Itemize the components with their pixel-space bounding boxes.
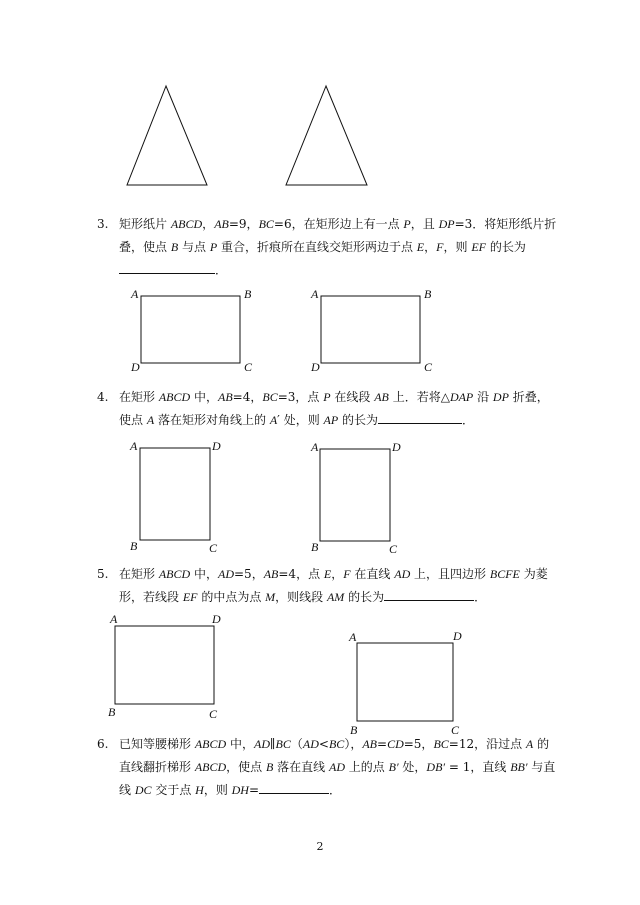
question-text: 已知等腰梯形 ABCD 中，AD∥BC（AD<BC），AB=CD=5，BC=12，沿过点 A 的直线翻折梯形 ABCD，使点 B 落在直线 AD 上的点 B′ 处，DB′ = 1，直线 BB′ 与直线 DC 交于点 H，则 DH= ． [119, 737, 556, 797]
math-symbol: AD [218, 567, 234, 581]
vertex-label: D [392, 440, 401, 454]
vertex-label: D [453, 629, 462, 643]
answer-blank [384, 586, 474, 601]
math-symbol: AD [394, 567, 411, 581]
math-symbol: DH [231, 783, 249, 797]
math-symbol: DB′ [426, 760, 446, 774]
math-symbol: ABCD [158, 567, 191, 581]
answer-blank [378, 409, 462, 424]
vertex-label: C [209, 541, 218, 555]
math-symbol: ABCD [194, 737, 227, 751]
math-symbol: E [416, 240, 425, 254]
math-symbol: P [403, 217, 411, 231]
math-symbol: F [343, 567, 351, 581]
vertex-label: C [209, 707, 218, 721]
math-symbol: B′ [388, 760, 399, 774]
question-text: 矩形纸片 ABCD，AB=9，BC=6，在矩形边上有一点 P，且 DP=3．将矩形纸片折叠，使点 B 与点 P 重合，折痕所在直线交矩形两边于点 E，F，则 EF 的长为． [119, 217, 557, 277]
vertex-label: C [424, 360, 433, 374]
vertex-label: A [349, 630, 357, 644]
math-symbol: DC [134, 783, 152, 797]
math-symbol: AB [218, 390, 233, 404]
vertex-label: D [131, 360, 140, 374]
vertex-label: B [130, 539, 138, 553]
math-symbol: EF [182, 590, 198, 604]
math-symbol: P [209, 240, 218, 254]
math-symbol: BC [433, 737, 449, 751]
question-5 [97, 563, 557, 609]
triangle-right [286, 86, 367, 185]
q4-rect-left [140, 448, 210, 540]
vertex-label: D [311, 360, 320, 374]
math-symbol: ABCD [170, 217, 203, 231]
question-number: 6. [97, 737, 109, 751]
math-symbol: BC [328, 737, 345, 751]
vertex-label: B [311, 540, 319, 554]
q5-rect-left [115, 626, 214, 704]
question-number: 4. [97, 390, 109, 404]
math-symbol: DAP [449, 390, 474, 404]
math-symbol: A [269, 413, 278, 427]
vertex-label: C [244, 360, 253, 374]
vertex-label: A [130, 439, 138, 453]
page-number: 2 [316, 840, 324, 853]
math-symbol: AD [328, 760, 345, 774]
vertex-label: A [311, 287, 319, 301]
math-symbol: AB [362, 737, 377, 751]
vertex-label: A [131, 287, 139, 301]
math-symbol: BC [275, 737, 291, 751]
math-symbol: B [170, 240, 179, 254]
math-symbol: F [436, 240, 444, 254]
question-number: 3. [97, 217, 109, 231]
vertex-label: B [350, 723, 358, 737]
math-symbol: ABCD [194, 760, 227, 774]
math-symbol: AP [323, 413, 339, 427]
math-symbol: H [195, 783, 204, 797]
question-6 [97, 733, 557, 802]
math-symbol: AD [302, 737, 319, 751]
math-symbol: EF [471, 240, 486, 254]
vertex-label: B [244, 287, 252, 301]
math-symbol: BCFE [489, 567, 520, 581]
vertex-label: B [108, 705, 116, 719]
vertex-label: C [389, 542, 398, 556]
math-symbol: BB′ [510, 760, 528, 774]
answer-blank [259, 779, 329, 794]
vertex-label: A [311, 440, 319, 454]
question-number: 5. [97, 567, 109, 581]
math-symbol: BC [262, 390, 278, 404]
vertex-label: C [451, 723, 460, 737]
vertex-label: D [212, 612, 221, 626]
math-symbol: BC [258, 217, 274, 231]
math-symbol: P [323, 390, 331, 404]
math-symbol: M [265, 590, 276, 604]
question-4 [97, 386, 557, 432]
math-symbol: DP [492, 390, 509, 404]
math-symbol: A [525, 737, 534, 751]
answer-blank [119, 259, 215, 274]
math-symbol: A [146, 413, 155, 427]
math-symbol: AB [263, 567, 279, 581]
question-text: 在矩形 ABCD 中，AB=4，BC=3，点 P 在线段 AB 上．若将△DAP 沿 DP 折叠，使点 A 落在矩形对角线上的 A′ 处，则 AP 的长为 ． [119, 390, 549, 427]
math-symbol: AD [254, 737, 270, 751]
q3-rect-left [141, 296, 240, 363]
math-symbol: E [323, 567, 332, 581]
math-symbol: CD [387, 737, 404, 751]
math-symbol: DP [438, 217, 455, 231]
math-symbol: AB [214, 217, 229, 231]
q4-rect-right [320, 449, 390, 541]
question-3 [97, 213, 557, 282]
vertex-label: A [110, 612, 118, 626]
math-symbol: B [266, 760, 274, 774]
q5-rect-right [357, 643, 453, 721]
math-symbol: AB [374, 390, 389, 404]
triangle-left [127, 86, 207, 185]
q3-rect-right [321, 296, 420, 363]
vertex-label: D [212, 439, 221, 453]
math-symbol: ABCD [158, 390, 191, 404]
vertex-label: B [424, 287, 432, 301]
question-text: 在矩形 ABCD 中，AD=5，AB=4，点 E，F 在直线 AD 上，且四边形 BCFE 为菱形，若线段 EF 的中点为点 M，则线段 AM 的长为 ． [119, 567, 548, 604]
math-symbol: AM [326, 590, 345, 604]
